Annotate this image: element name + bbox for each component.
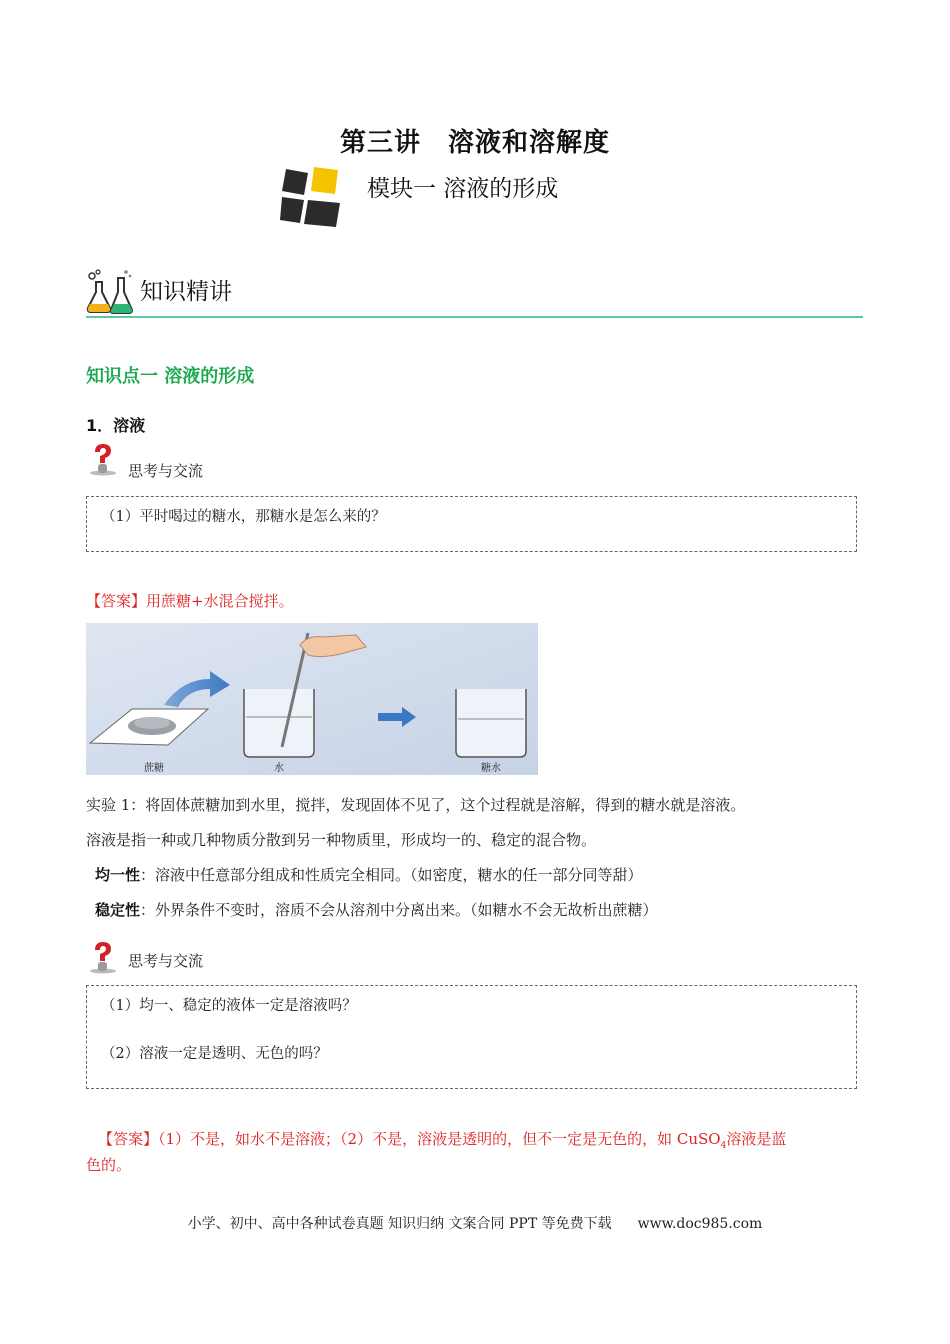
question-box xyxy=(86,496,857,552)
answer-text: （1）不是，如水不是溶液；（2）不是，溶液是透明的，但不一定是无色的，如 CuSO xyxy=(158,1130,721,1148)
dissolving-sugar-figure xyxy=(86,623,538,775)
figure-label-water: 水 xyxy=(274,763,284,774)
section-divider xyxy=(86,316,863,318)
figure-label-sugar: 蔗糖 xyxy=(144,763,164,774)
section-title: 知识精讲 xyxy=(140,279,232,305)
stability-term: 稳定性 xyxy=(95,901,141,919)
uniformity-term: 均一性 xyxy=(95,866,141,884)
page-footer xyxy=(0,1213,950,1233)
figure-label-sugar-water: 糖水 xyxy=(481,763,501,774)
uniformity-text xyxy=(95,864,643,885)
question-mark-person-icon xyxy=(88,442,118,476)
think-discuss-label: 思考与交流 xyxy=(128,462,204,480)
answer-subscript: 4 xyxy=(720,1141,727,1151)
module-title: 模块一 溶液的形成 xyxy=(367,176,559,202)
question-item: （2）溶液一定是透明、无色的吗？ xyxy=(101,1046,328,1062)
page-title: 第三讲 溶液和溶解度 xyxy=(339,128,610,158)
experiment-text: 实验 1：将固体蔗糖加到水里，搅拌，发现固体不见了，这个过程就是溶解，得到的糖水就是溶液。 xyxy=(86,796,746,814)
lab-flask-icon xyxy=(86,268,134,316)
stability-desc: ：外界条件不变时，溶质不会从溶剂中分离出来。（如糖水不会无故析出蔗糖） xyxy=(140,901,658,919)
module-logo-icon xyxy=(280,165,346,227)
question-box xyxy=(86,985,857,1089)
uniformity-desc: ：溶液中任意部分组成和性质完全相同。（如密度，糖水的任一部分同等甜） xyxy=(140,866,643,884)
think-discuss-label: 思考与交流 xyxy=(128,952,204,970)
knowledge-point-heading: 知识点一 溶液的形成 xyxy=(86,366,255,387)
answer-line-2: 色的。 xyxy=(86,1156,132,1174)
footer-text: 小学、初中、高中各种试卷真题 知识归纳 文案合同 PPT 等免费下载 xyxy=(187,1216,612,1232)
answer-tag: 【答案】 xyxy=(86,592,147,610)
stability-text xyxy=(95,899,658,920)
question-item: （1）平时喝过的糖水，那糖水是怎么来的？ xyxy=(101,509,386,525)
definition-text: 溶液是指一种或几种物质分散到另一种物质里，形成均一的、稳定的混合物。 xyxy=(86,831,597,849)
subsection-heading: 1．溶液 xyxy=(86,416,146,435)
footer-link[interactable]: www.doc985.com xyxy=(637,1216,763,1232)
question-mark-person-icon xyxy=(88,940,118,974)
answer-text-continued: 溶液是蓝 xyxy=(726,1130,787,1148)
question-item: （1）均一、稳定的液体一定是溶液吗？ xyxy=(101,998,357,1014)
answer-tag: 【答案】 xyxy=(98,1130,159,1148)
answer-text: 用蔗糖+水混合搅拌。 xyxy=(146,592,294,610)
answer xyxy=(86,590,294,611)
answer xyxy=(98,1128,786,1151)
